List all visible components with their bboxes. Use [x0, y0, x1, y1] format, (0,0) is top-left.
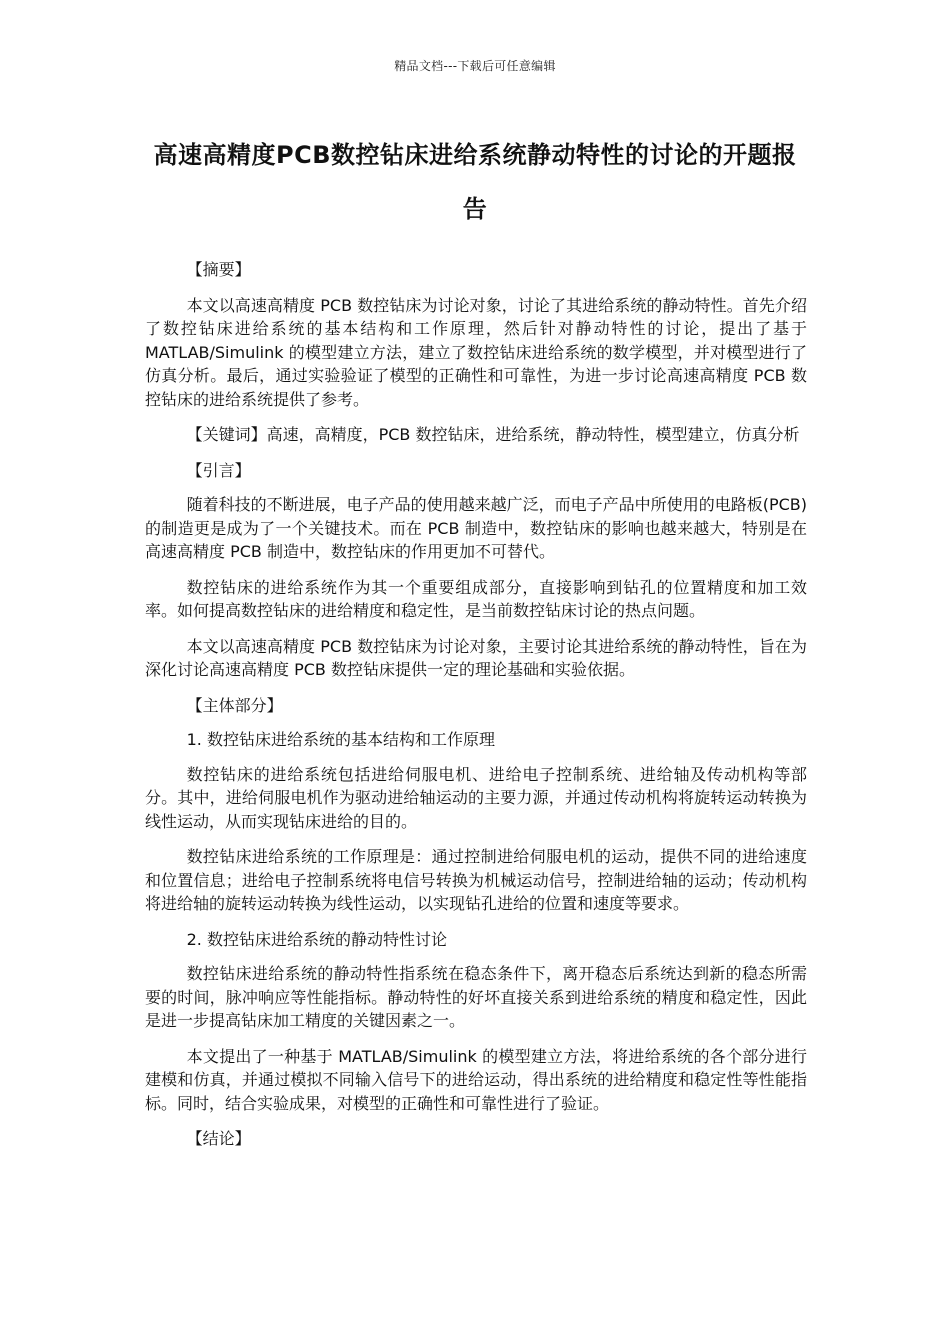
body-paragraph: 数控钻床进给系统的静动特性指系统在稳态条件下，离开稳态后系统达到新的稳态所需要的时间，脉冲响应等性能指标。静动特性的好坏直接关系到进给系统的精度和稳定性，因此是进一步提高钻床加工精度的关键因素之一。 — [145, 964, 807, 1030]
body-paragraph: 数控钻床进给系统的工作原理是：通过控制进给伺服电机的运动，提供不同的进给速度和位置信息；进给电子控制系统将电信号转换为机械运动信号，控制进给轴的运动；传动机构将进给轴的旋转运动转换为线性运动，以实现钻孔进给的位置和速度等要求。 — [145, 847, 807, 913]
page-header: 精品文档---下载后可任意编辑 — [394, 59, 556, 73]
keywords-paragraph: 【关键词】高速，高精度，PCB 数控钻床，进给系统，静动特性，模型建立，仿真分析 — [186, 425, 800, 444]
introduction-heading: 【引言】 — [186, 460, 251, 480]
conclusion-heading: 【结论】 — [186, 1129, 251, 1148]
body-paragraph: 随着科技的不断进展，电子产品的使用越来越广泛，而电子产品中所使用的电路板(PCB)的制造更是成为了一个关键技术。而在 PCB 制造中，数控钻床的影响也越来越大，特别是在高速高精度 PCB 制造中，数控钻床的作用更加不可替代。 — [145, 495, 807, 561]
document-title: 高速高精度PCB数控钻床进给系统静动特性的讨论的开题报告 — [153, 141, 797, 223]
subsection-heading: 1. 数控钻床进给系统的基本结构和工作原理 — [186, 730, 495, 749]
body-paragraph: 数控钻床的进给系统作为其一个重要组成部分，直接影响到钻孔的位置精度和加工效率。如何提高数控钻床的进给精度和稳定性，是当前数控钻床讨论的热点问题。 — [145, 577, 807, 620]
subsection-heading: 2. 数控钻床进给系统的静动特性讨论 — [186, 929, 447, 949]
body-paragraph: 本文以高速高精度 PCB 数控钻床为讨论对象，主要讨论其进给系统的静动特性，旨在为深化讨论高速高精度 PCB 数控钻床提供一定的理论基础和实验依据。 — [145, 636, 807, 679]
main-body-heading: 【主体部分】 — [186, 695, 283, 715]
abstract-paragraph: 本文以高速高精度 PCB 数控钻床为讨论对象，讨论了其进给系统的静动特性。首先介绍了数控钻床进给系统的基本结构和工作原理，然后针对静动特性的讨论，提出了基于 MATLAB/Simulink 的模型建立方法，建立了数控钻床进给系统的数学模型，并对模型进行了仿真分析。最后，通过实验验证了模型的正确性和可靠性，为进一步讨论高速高精度 PCB 数控钻床的进给系统提供了参考。 — [145, 295, 807, 409]
body-paragraph: 本文提出了一种基于 MATLAB/Simulink 的模型建立方法，将进给系统的各个部分进行建模和仿真，并通过模拟不同输入信号下的进给运动，得出系统的进给精度和稳定性等性能指标。同时，结合实验成果，对模型的正确性和可靠性进行了验证。 — [145, 1046, 807, 1113]
abstract-heading: 【摘要】 — [186, 260, 251, 279]
document-body — [145, 258, 807, 1162]
body-paragraph: 数控钻床的进给系统包括进给伺服电机、进给电子控制系统、进给轴及传动机构等部分。其中，进给伺服电机作为驱动进给轴运动的主要力源，并通过传动机构将旋转运动转换为线性运动，从而实现钻床进给的目的。 — [145, 764, 807, 831]
